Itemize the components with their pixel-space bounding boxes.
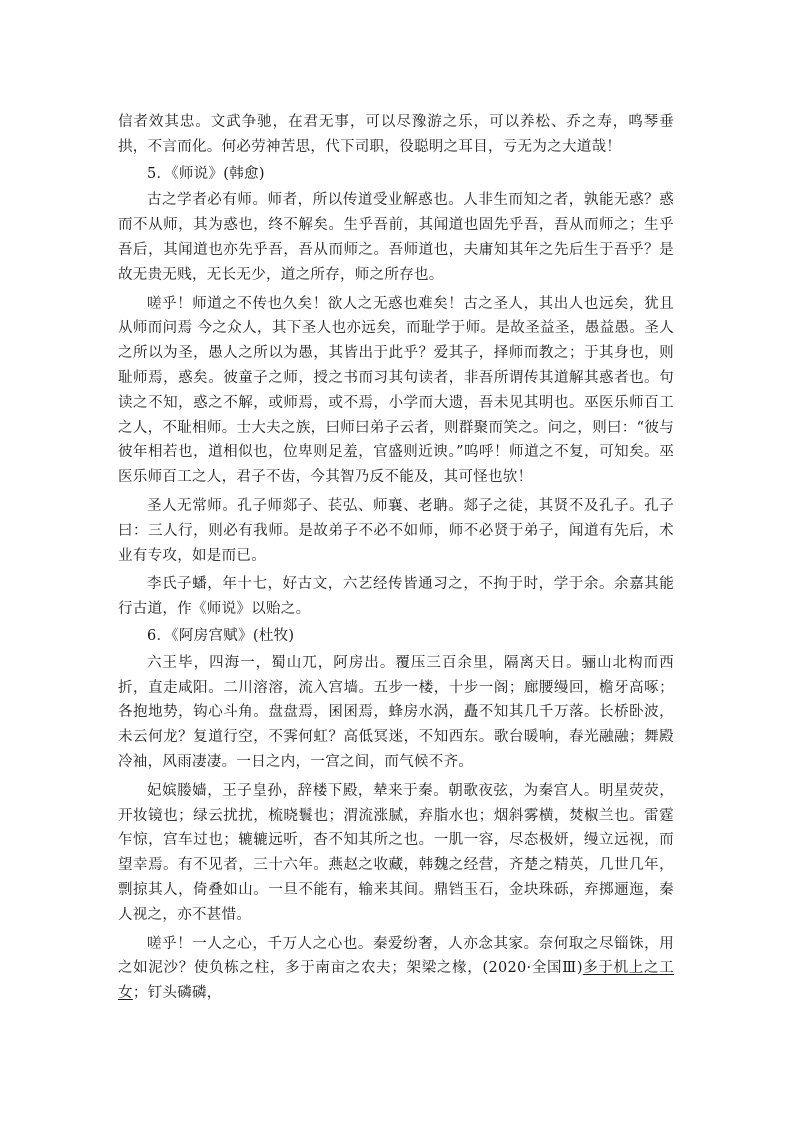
paragraph-8	[118, 932, 674, 1006]
document-body	[118, 110, 674, 1006]
paragraph-3: 嗟乎！师道之不传也久矣！欲人之无惑也难矣！古之圣人，其出人也远矣，犹且从师而问焉 今之众人，其下圣人也亦远矣，而耻学于师。是故圣益圣，愚益愚。圣人之所以为圣，愚人之所以为愚，其皆出于此乎？爱其子，择师而教之；于其身也，则耻师焉，惑矣。彼童子之师，授之书而习其句读者，非吾所谓传其道解其惑者也。句读之不知，惑之不解，或师焉，或不焉，小学而大遗，吾未见其明也。巫医乐师百工之人，不耻相师。士大夫之族，曰师曰弟子云者，则群聚而笑之。问之，则曰：“彼与彼年相若也，道相似也，位卑则足羞，官盛则近谀。”呜呼！师道之不复，可知矣。巫医乐师百工之人，君子不齿，今其智乃反不能及，其可怪也欤！	[118, 295, 674, 486]
section-heading-6: 6．《阿房宫赋》(杜牧)	[147, 627, 295, 644]
paragraph-5: 李氏子蟠，年十七，好古文，六艺经传皆通习之，不拘于时，学于余。余嘉其能行古道，作《师说》以贻之。	[118, 576, 674, 618]
paragraph-6: 六王毕，四海一，蜀山兀，阿房出。覆压三百余里，隔离天日。骊山北构而西折，直走咸阳。二川溶溶，流入宫墙。五步一楼，十步一阁；廊腰缦回，檐牙高啄；各抱地势，钩心斗角。盘盘焉，囷囷焉，蜂房水涡，矗不知其几千万落。长桥卧波，未云何龙？复道行空，不霁何虹？高低冥迷，不知西东。歌台暖响，春光融融；舞殿冷袖，风雨凄凄。一日之内，一宫之间，而气候不齐。	[118, 654, 674, 770]
section-heading-5: 5．《师说》(韩愈)	[147, 165, 265, 182]
paragraph-2: 古之学者必有师。师者，所以传道受业解惑也。人非生而知之者，孰能无惑？惑而不从师，其为惑也，终不解矣。生乎吾前，其闻道也固先乎吾，吾从而师之；生乎吾后，其闻道也亦先乎吾，吾从而师之。吾师道也，夫庸知其年之先后生于吾乎？是故无贵无贱，无长无少，道之所存，师之所存也。	[118, 192, 674, 283]
paragraph-7: 妃嫔媵嫱，王子皇孙，辞楼下殿，辇来于秦。朝歌夜弦，为秦宫人。明星荧荧，开妆镜也；绿云扰扰，梳晓鬟也；渭流涨腻，弃脂水也；烟斜雾横，焚椒兰也。雷霆乍惊，宫车过也；辘辘远听，杳不知其所之也。一肌一容，尽态极妍，缦立远视，而望幸焉。有不见者，三十六年。燕赵之收藏，韩魏之经营，齐楚之精英，几世几年，剽掠其人，倚叠如山。一旦不能有，输来其间。鼎铛玉石，金块珠砾，弃掷逦迤，秦人视之，亦不甚惜。	[118, 782, 674, 923]
paragraph-8-text-before: 嗟乎！一人之心，千万人之心也。秦爱纷奢，人亦念其家。奈何取之尽锱铢，用之如泥沙？使负栋之柱，多于南亩之农夫；架梁之椽，(2020·全国Ⅲ)	[118, 935, 674, 977]
paragraph-1: 信者效其忠。文武争驰，在君无事，可以尽豫游之乐，可以养松、乔之寿，鸣琴垂拱，不言而化。何必劳神苦思，代下司职，役聪明之耳目，亏无为之大道哉！	[118, 114, 674, 155]
underlined-answer: 多于机上之工女	[118, 960, 674, 1002]
paragraph-8-text-after: ；钉头磷磷，	[132, 985, 222, 1002]
paragraph-4: 圣人无常师。孔子师郯子、苌弘、师襄、老聃。郯子之徒，其贤不及孔子。孔子曰：三人行，则必有我师。是故弟子不必不如师，师不必贤于弟子，闻道有先后，术业有专攻，如是而已。	[118, 497, 674, 564]
